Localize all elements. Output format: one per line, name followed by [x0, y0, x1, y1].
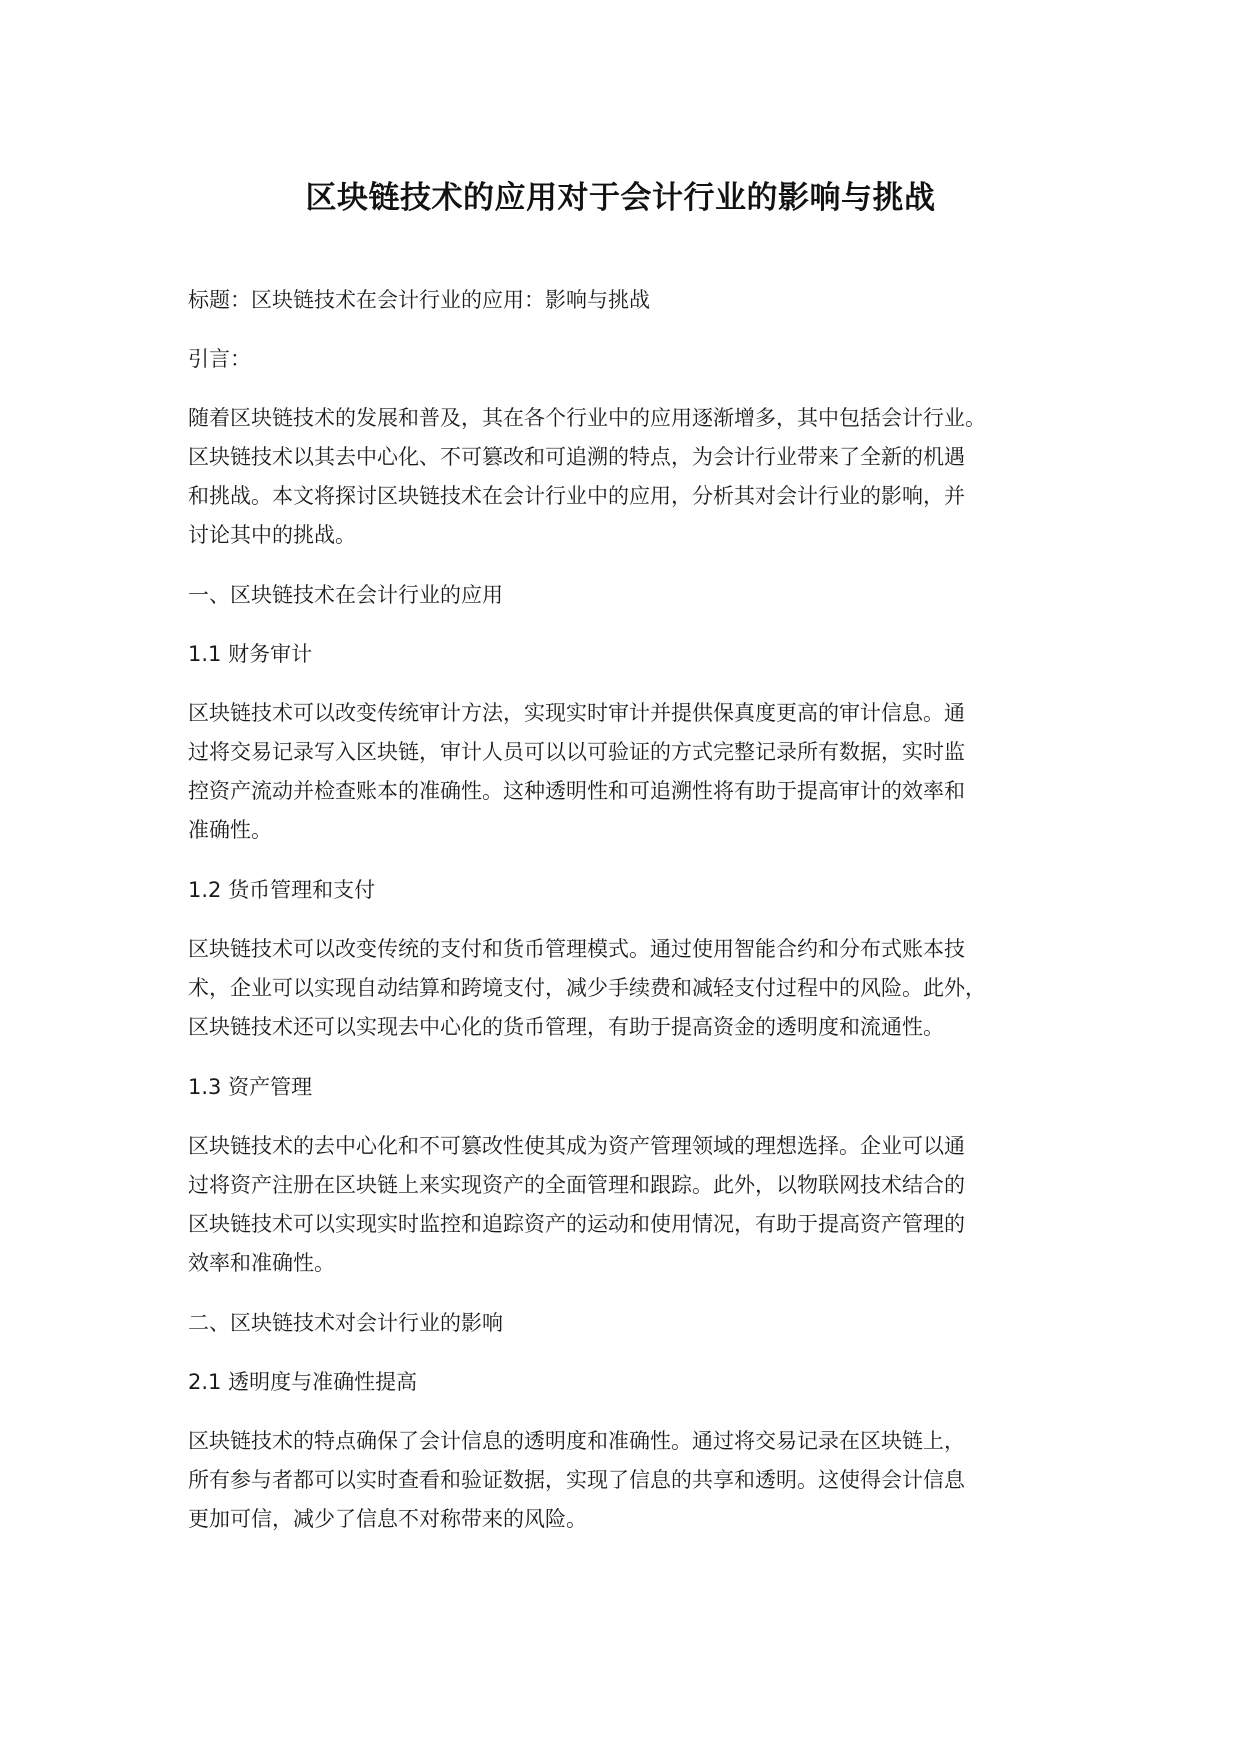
paragraph-line: 区块链技术以其去中心化、不可篡改和可追溯的特点，为会计行业带来了全新的机遇 — [188, 445, 965, 469]
paragraph-line: 随着区块链技术的发展和普及，其在各个行业中的应用逐渐增多，其中包括会计行业。 — [188, 406, 986, 430]
paragraph-line: 控资产流动并检查账本的准确性。这种透明性和可追溯性将有助于提高审计的效率和 — [188, 779, 965, 803]
paragraph-line: 术，企业可以实现自动结算和跨境支付，减少手续费和减轻支付过程中的风险。此外， — [188, 976, 986, 1000]
paragraph-line: 区块链技术的特点确保了会计信息的透明度和准确性。通过将交易记录在区块链上， — [188, 1429, 965, 1453]
subsection-1-2-paragraph — [188, 930, 1068, 1047]
subsection-1-1-heading: 1.1 财务审计 — [188, 642, 313, 666]
subsection-1-3-heading: 1.3 资产管理 — [188, 1075, 313, 1099]
paragraph-line: 和挑战。本文将探讨区块链技术在会计行业中的应用，分析其对会计行业的影响，并 — [188, 484, 965, 508]
paragraph-line: 更加可信，减少了信息不对称带来的风险。 — [188, 1507, 587, 1531]
intro-paragraph — [188, 399, 1068, 555]
paragraph-line: 过将资产注册在区块链上来实现资产的全面管理和跟踪。此外，以物联网技术结合的 — [188, 1173, 965, 1197]
paragraph-line: 区块链技术可以改变传统审计方法，实现实时审计并提供保真度更高的审计信息。通 — [188, 701, 965, 725]
subsection-1-1-paragraph — [188, 694, 1068, 850]
paragraph-line: 效率和准确性。 — [188, 1251, 335, 1275]
paragraph-line: 讨论其中的挑战。 — [188, 523, 356, 547]
subsection-2-1-heading: 2.1 透明度与准确性提高 — [188, 1370, 418, 1394]
paragraph-line: 区块链技术的去中心化和不可篡改性使其成为资产管理领域的理想选择。企业可以通 — [188, 1134, 965, 1158]
intro-label: 引言： — [188, 347, 251, 371]
subtitle-line: 标题：区块链技术在会计行业的应用：影响与挑战 — [188, 288, 650, 312]
paragraph-line: 区块链技术可以实现实时监控和追踪资产的运动和使用情况，有助于提高资产管理的 — [188, 1212, 965, 1236]
paragraph-line: 过将交易记录写入区块链，审计人员可以以可验证的方式完整记录所有数据，实时监 — [188, 740, 965, 764]
paragraph-line: 区块链技术还可以实现去中心化的货币管理，有助于提高资金的透明度和流通性。 — [188, 1015, 944, 1039]
subsection-2-1-paragraph — [188, 1422, 1068, 1539]
paragraph-line: 所有参与者都可以实时查看和验证数据，实现了信息的共享和透明。这使得会计信息 — [188, 1468, 965, 1492]
document-title: 区块链技术的应用对于会计行业的影响与挑战 — [305, 180, 936, 216]
subsection-1-2-heading: 1.2 货币管理和支付 — [188, 878, 376, 902]
paragraph-line: 区块链技术可以改变传统的支付和货币管理模式。通过使用智能合约和分布式账本技 — [188, 937, 965, 961]
paragraph-line: 准确性。 — [188, 818, 272, 842]
section1-heading: 一、区块链技术在会计行业的应用 — [188, 583, 503, 607]
subsection-1-3-paragraph — [188, 1127, 1068, 1283]
section2-heading: 二、区块链技术对会计行业的影响 — [188, 1311, 503, 1335]
